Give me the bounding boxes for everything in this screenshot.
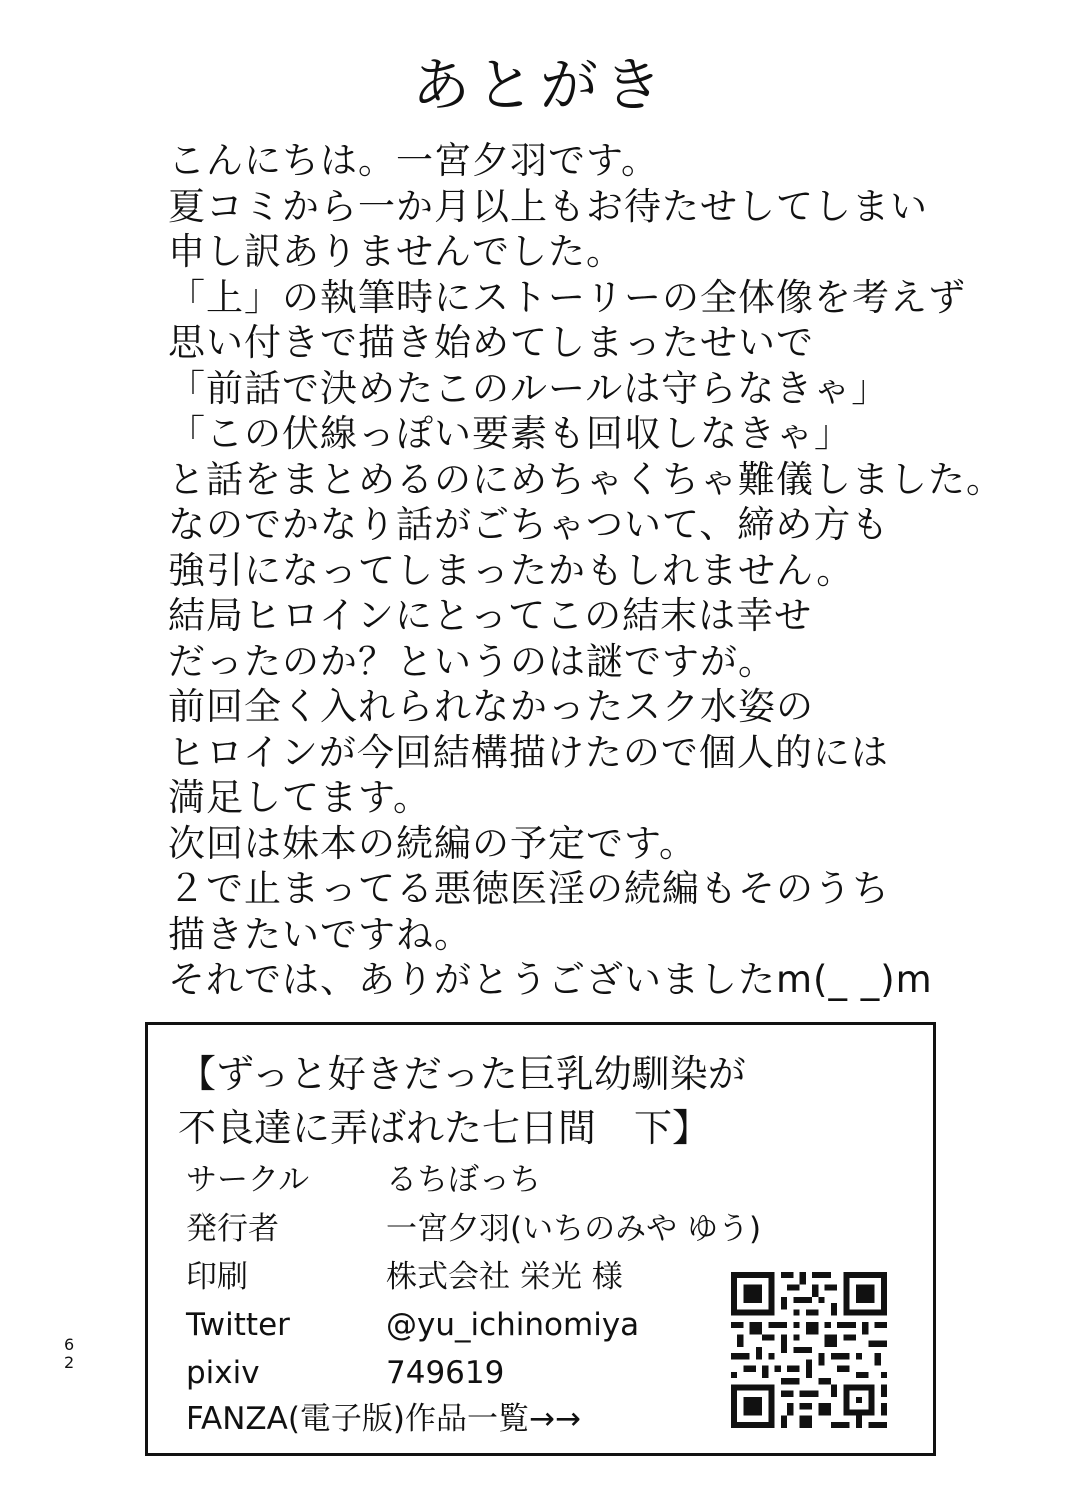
twitter-row [186, 1305, 639, 1345]
body-line: と話をまとめるのにめちゃくちゃ難儀しました。 [168, 457, 1004, 501]
body-line: 結局ヒロインにとってこの結末は幸せ [168, 594, 813, 637]
pixiv-row [186, 1353, 504, 1393]
circle-label: サークル [186, 1162, 310, 1198]
body-line: ヒロインが今回結構描けたので個人的には [168, 730, 889, 774]
body-line: 申し訳ありませんでした。 [168, 230, 624, 273]
body-line: ２で止まってる悪徳医淫の続編もそのうち [168, 867, 890, 910]
body-line: 「この伏線っぽい要素も回収しなきゃ」 [168, 412, 852, 455]
body-line: こんにちは。一宮夕羽です。 [168, 139, 660, 182]
work-title-line-1: 【ずっと好きだった巨乳幼馴染が [178, 1052, 746, 1096]
printer-label: 印刷 [186, 1259, 248, 1295]
pixiv-id[interactable]: 749619 [386, 1355, 505, 1391]
page-number [64, 1336, 74, 1372]
qr-code-icon[interactable] [731, 1272, 887, 1428]
body-line: 次回は妹本の続編の予定です。 [168, 821, 698, 865]
pixiv-label: pixiv [186, 1355, 260, 1391]
page-number-digit: 6 [64, 1335, 75, 1354]
colophon-box [145, 1022, 936, 1456]
publisher-value: 一宮夕羽(いちのみや ゆう) [386, 1211, 762, 1247]
body-line: それでは、ありがとうございましたm(_ _)m [168, 958, 933, 1001]
publisher-label: 発行者 [186, 1211, 279, 1247]
body-line: 前回全く入れられなかったスク水姿の [168, 685, 814, 728]
printer-row [186, 1257, 623, 1297]
afterword-heading: あとがき [411, 51, 668, 119]
twitter-label: Twitter [186, 1307, 290, 1343]
afterword-body [168, 138, 1048, 1003]
circle-row [186, 1160, 541, 1200]
body-line: 夏コミから一か月以上もお待たせしてしまい [168, 184, 928, 228]
body-line: 満足してます。 [168, 776, 432, 819]
body-line: なのでかなり話がごちゃついて、締め方も [168, 503, 890, 546]
printer-value: 株式会社 栄光 様 [386, 1259, 623, 1295]
body-line: 思い付きで描き始めてしまったせいで [168, 321, 814, 364]
circle-value: るちぼっち [386, 1162, 541, 1198]
body-line: 強引になってしまったかもしれません。 [168, 548, 855, 592]
work-title-line-2: 不良達に弄ばれた七日間 下】 [178, 1106, 711, 1150]
publisher-row [186, 1209, 761, 1249]
body-line: 描きたいですね。 [168, 912, 472, 956]
body-line: 「上」の執筆時にストーリーの全体像を考えず [168, 275, 966, 319]
twitter-handle[interactable]: @yu_ichinomiya [386, 1307, 640, 1343]
page-number-digit: 2 [64, 1353, 75, 1372]
fanza-link[interactable]: FANZA(電子版)作品一覧→→ [186, 1401, 581, 1437]
body-line: 「前話で決めたこのルールは守らなきゃ」 [168, 366, 890, 410]
body-line: だったのか？というのは謎ですが。 [168, 639, 776, 683]
work-title [178, 1047, 746, 1155]
